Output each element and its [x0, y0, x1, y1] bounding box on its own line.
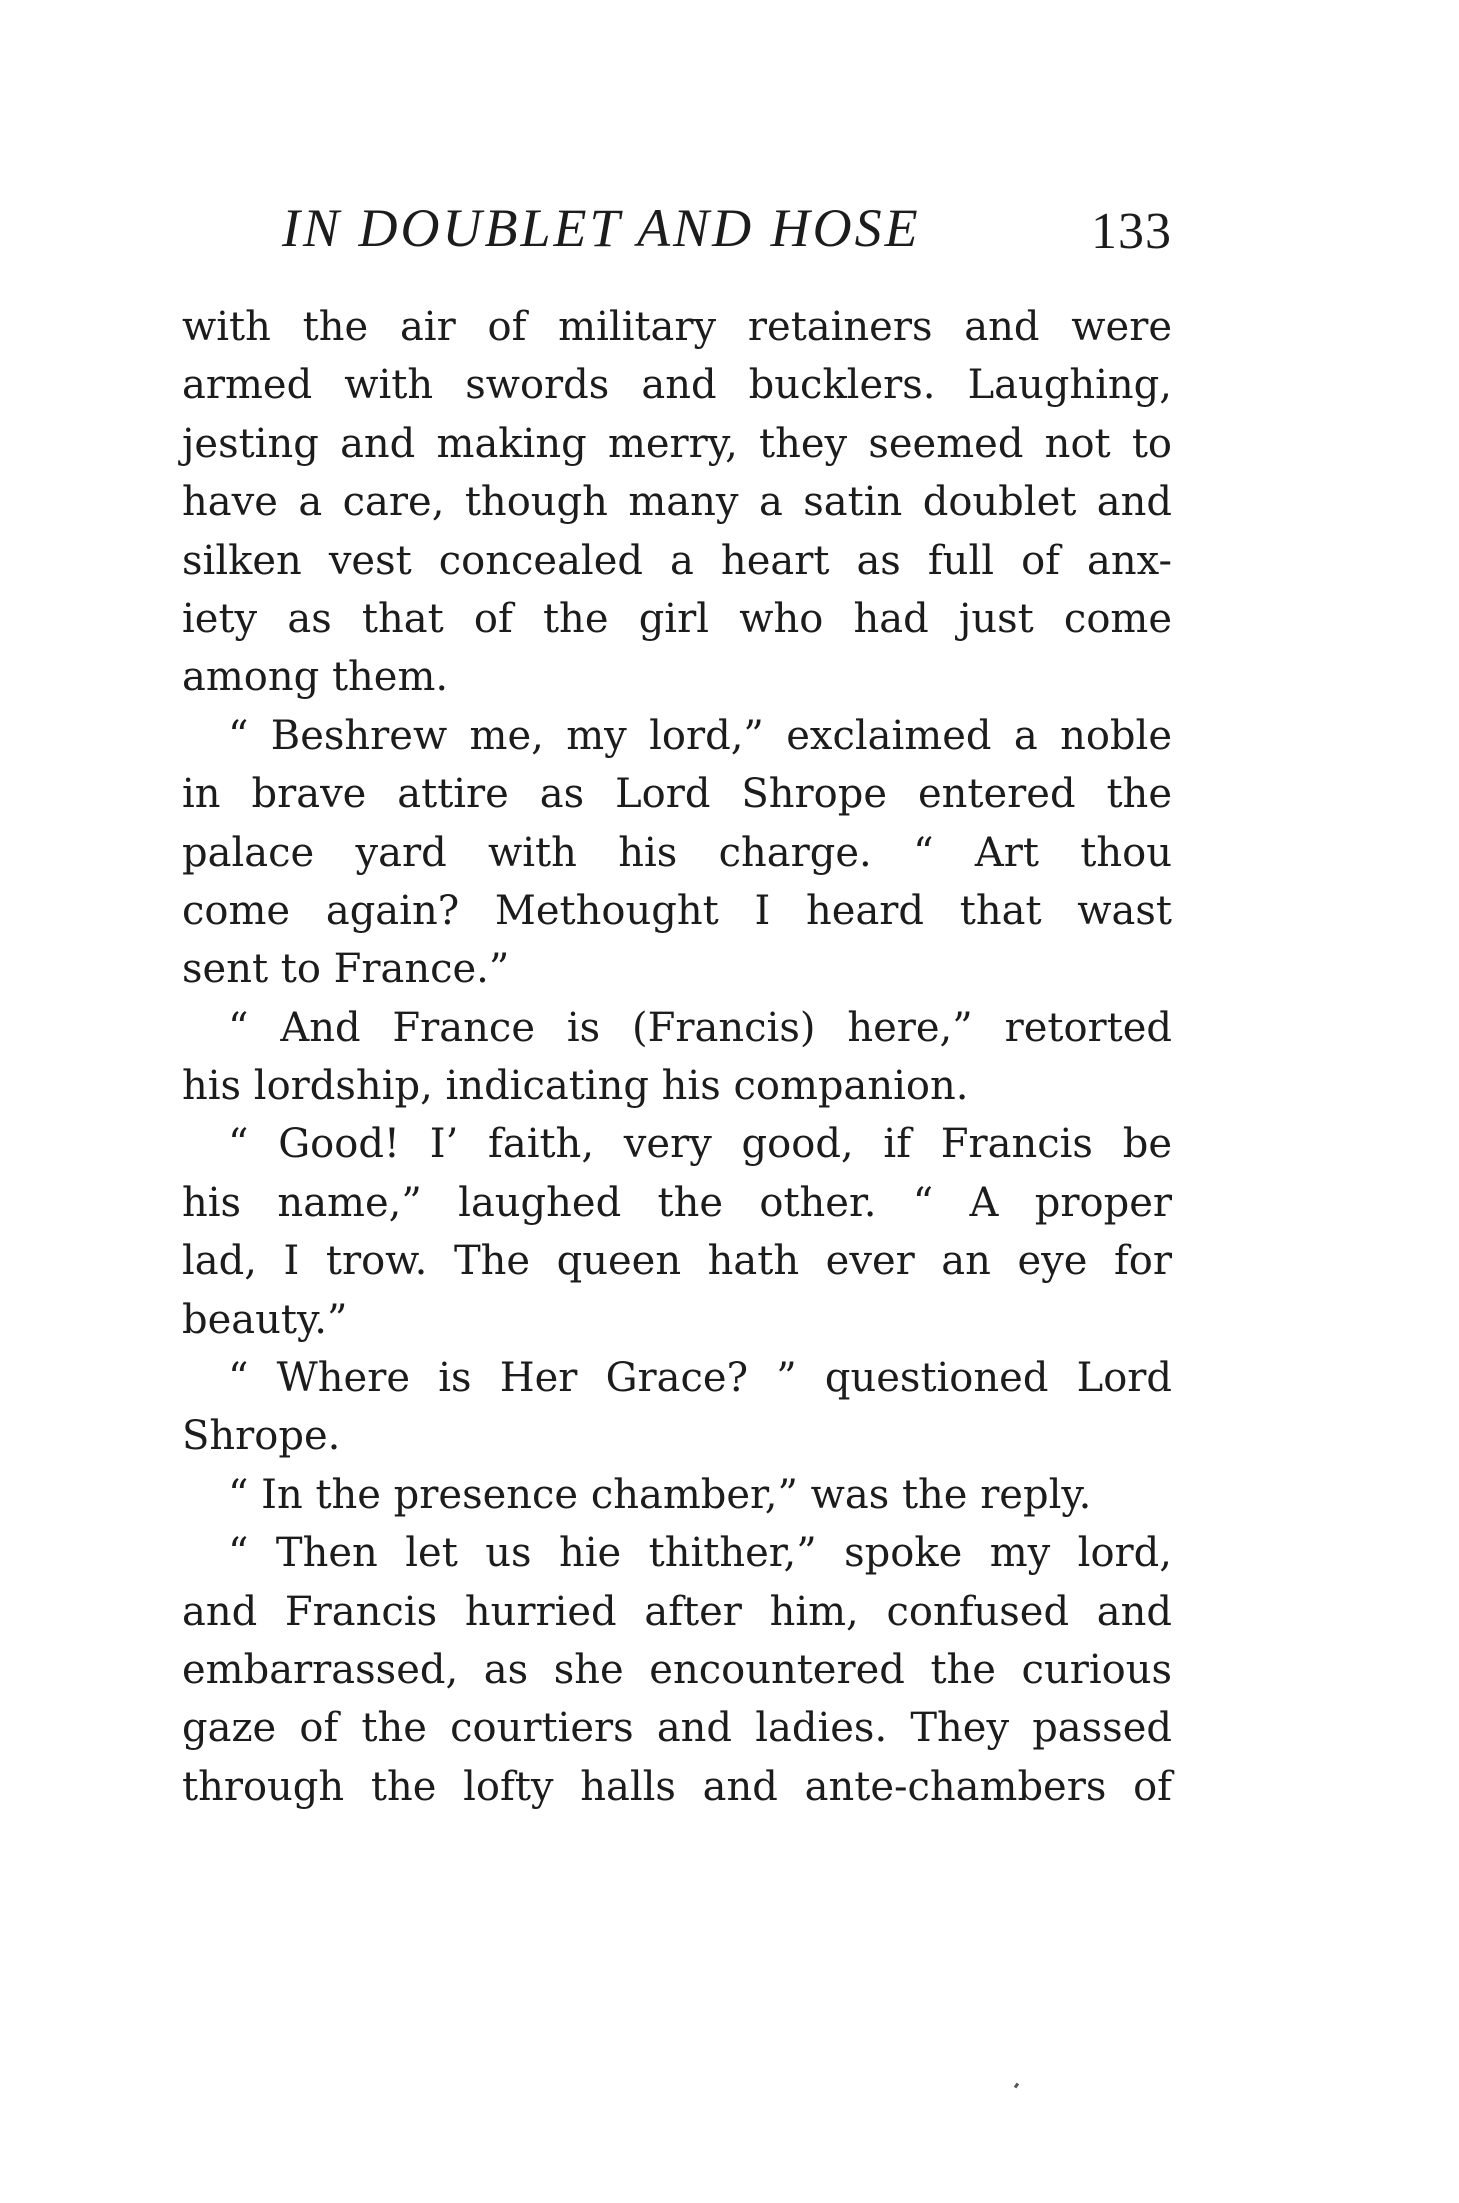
text-line: embarrassed, as she encountered the curious: [182, 1646, 1172, 1693]
text-line: and Francis hurried after him, confused and: [182, 1588, 1172, 1635]
text-line: silken vest concealed a heart as full of anx-: [182, 537, 1172, 584]
text-line: in brave attire as Lord Shrope entered the: [182, 771, 1172, 818]
text-line: among them.: [182, 654, 449, 701]
text-line: sent to France.”: [182, 946, 510, 993]
text-line: “ In the presence chamber,” was the reply.: [228, 1471, 1092, 1518]
ink-speck: [1014, 2083, 1019, 2089]
page-number: 133: [1091, 203, 1172, 260]
text-line: “ Good! I’ faith, very good, if Francis be: [228, 1121, 1172, 1168]
text-line: “ Where is Her Grace? ” questioned Lord: [228, 1355, 1172, 1402]
text-line: “ Beshrew me, my lord,” exclaimed a noble: [228, 712, 1172, 759]
text-line: jesting and making merry, they seemed not to: [182, 420, 1172, 467]
text-line: beauty.”: [182, 1296, 348, 1343]
text-line: Shrope.: [182, 1413, 341, 1460]
text-line: lad, I trow. The queen hath ever an eye for: [182, 1238, 1172, 1285]
text-line: through the lofty halls and ante-chambers of: [182, 1763, 1172, 1810]
text-line: come again? Methought I heard that wast: [182, 887, 1172, 934]
text-line: have a care, though many a satin doublet and: [182, 479, 1172, 526]
text-line: palace yard with his charge. “ Art thou: [182, 829, 1172, 876]
text-line: his lordship, indicating his companion.: [182, 1063, 969, 1110]
body-text: [182, 298, 1172, 1816]
running-head: [182, 196, 1172, 266]
text-line: with the air of military retainers and were: [182, 304, 1172, 350]
text-line: “ And France is (Francis) here,” retorted: [228, 1004, 1172, 1051]
text-line: iety as that of the girl who had just come: [182, 595, 1172, 642]
text-line: “ Then let us hie thither,” spoke my lord,: [228, 1530, 1172, 1577]
text-line: gaze of the courtiers and ladies. They passed: [182, 1705, 1172, 1752]
text-line: armed with swords and bucklers. Laughing,: [182, 362, 1172, 409]
text-line: his name,” laughed the other. “ A proper: [182, 1179, 1172, 1226]
running-title: IN DOUBLET AND HOSE: [282, 198, 921, 258]
